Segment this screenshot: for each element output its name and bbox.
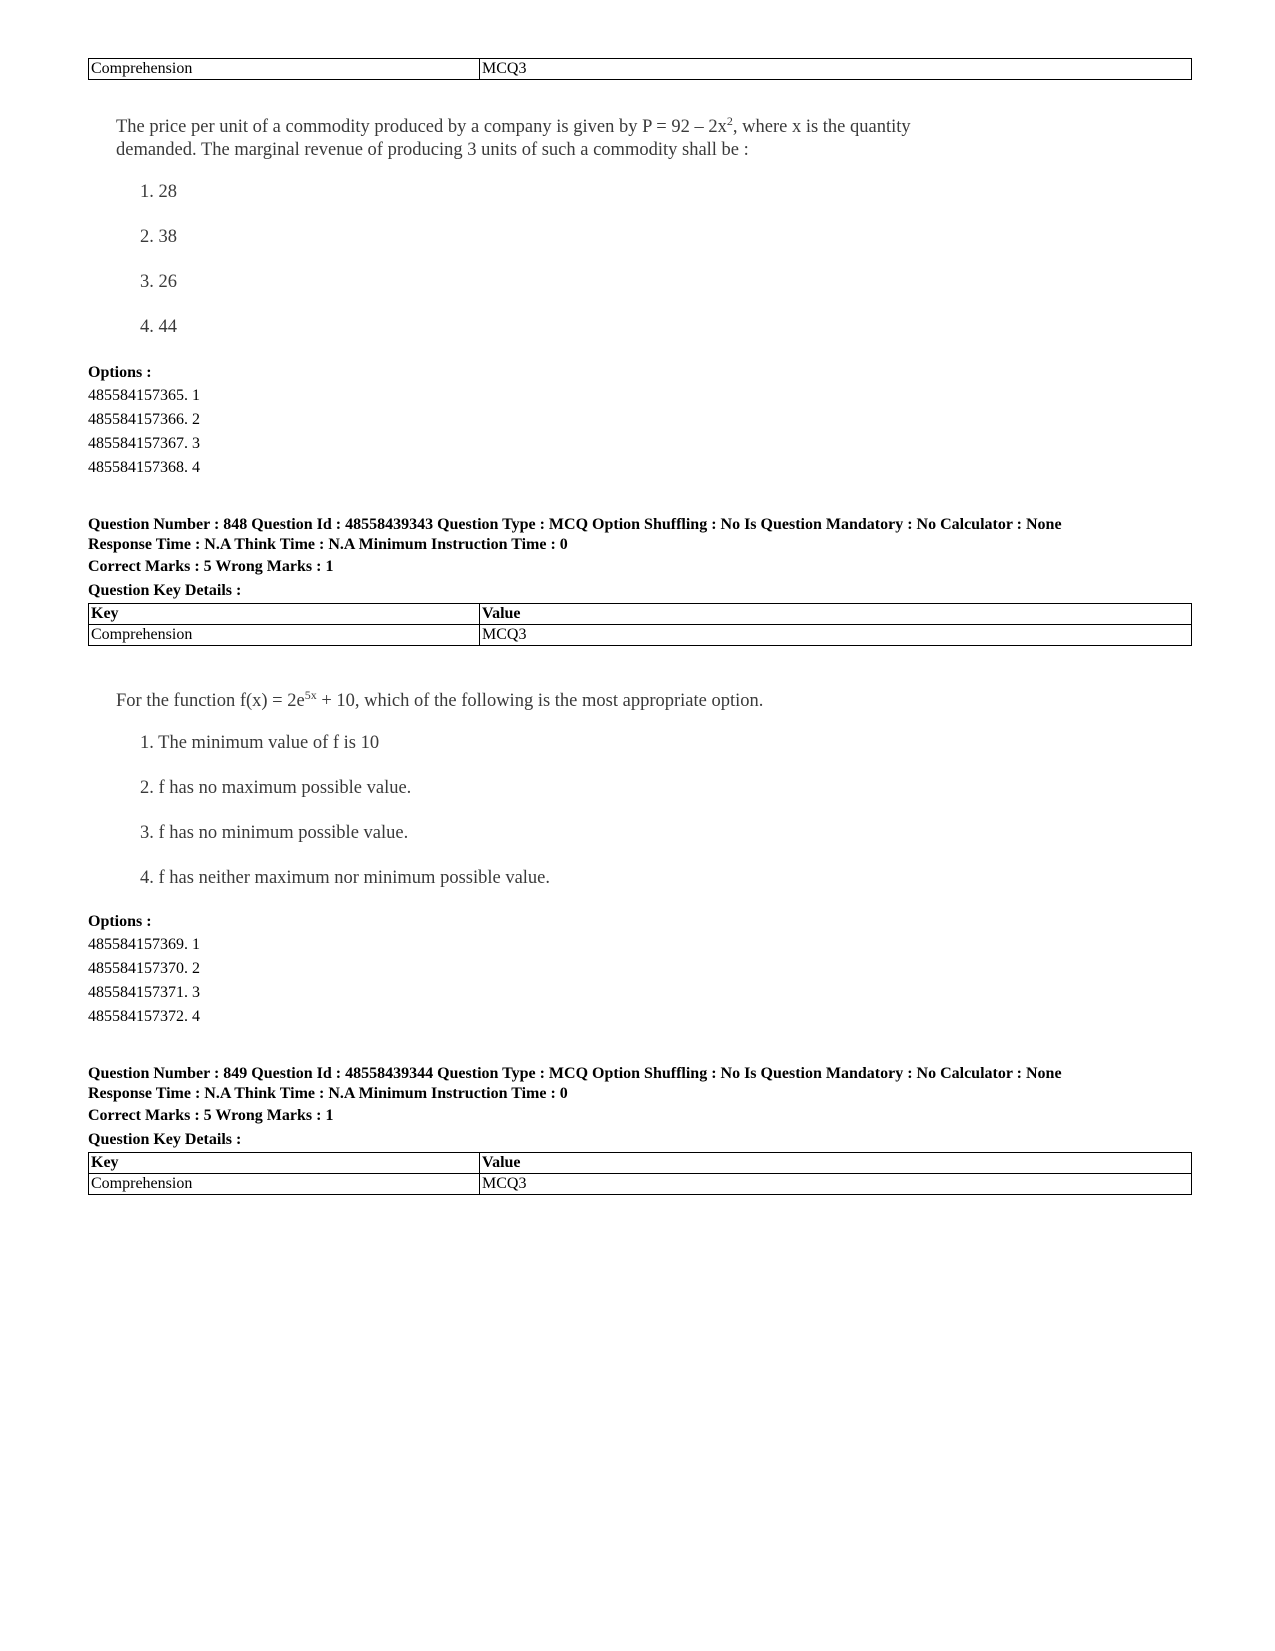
options-label: Options : <box>88 364 152 381</box>
option-item: 485584157367. 3 <box>88 435 200 452</box>
options-block <box>88 911 200 1029</box>
choice: 1. The minimum value of f is 10 <box>140 733 380 754</box>
option-item: 485584157370. 2 <box>88 960 200 977</box>
question-header-timing: Response Time : N.A Think Time : N.A Minimum Instruction Time : 0 <box>88 536 568 553</box>
value-cell: MCQ3 <box>480 625 1192 646</box>
choice: 1. 28 <box>140 182 177 203</box>
key-cell: Comprehension <box>89 1174 480 1195</box>
table-header-row <box>89 1153 1192 1174</box>
marks-line: Correct Marks : 5 Wrong Marks : 1 <box>88 558 334 575</box>
question-header-timing: Response Time : N.A Think Time : N.A Minimum Instruction Time : 0 <box>88 1085 568 1102</box>
question-choices <box>88 180 1088 339</box>
question-choices <box>88 731 1088 890</box>
option-item: 485584157372. 4 <box>88 1008 200 1025</box>
option-item: 485584157369. 1 <box>88 936 200 953</box>
choice: 2. f has no maximum possible value. <box>140 778 412 799</box>
question-text: The price per unit of a commodity produced by a company is given by $P = 92 - 2x^2$, where x is the quantity demanded. The marginal revenue of producing 3 units of such a commodity shall be : <box>116 114 911 161</box>
key-header: Key <box>89 1153 480 1174</box>
options-block <box>88 362 200 480</box>
options-label: Options : <box>88 913 152 930</box>
choice: 3. 26 <box>140 272 177 293</box>
option-item: 485584157365. 1 <box>88 387 200 404</box>
choice: 4. 44 <box>140 317 177 338</box>
table-row <box>89 1174 1192 1195</box>
key-header: Key <box>89 604 480 625</box>
question-header: Question Number : 849 Question Id : 48558439344 Question Type : MCQ Option Shuffling : No Is Question Mandatory : No Calculator : None <box>88 1065 1062 1082</box>
question-key-table <box>88 1152 1192 1195</box>
question-key-table <box>88 58 1192 80</box>
key-cell: Comprehension <box>89 625 480 646</box>
value-header: Value <box>480 604 1192 625</box>
value-cell: MCQ3 <box>480 1174 1192 1195</box>
question-header: Question Number : 848 Question Id : 48558439343 Question Type : MCQ Option Shuffling : No Is Question Mandatory : No Calculator : None <box>88 516 1062 533</box>
key-cell: Comprehension <box>89 59 480 80</box>
question-848 <box>88 515 1192 646</box>
question-key-table <box>88 603 1192 646</box>
value-header: Value <box>480 1153 1192 1174</box>
key-details-label: Question Key Details : <box>88 582 242 599</box>
choice: 3. f has no minimum possible value. <box>140 823 409 844</box>
question-image <box>88 110 1088 339</box>
question-image <box>88 684 1088 890</box>
value-cell: MCQ3 <box>480 59 1192 80</box>
key-details-label: Question Key Details : <box>88 1131 242 1148</box>
option-item: 485584157371. 3 <box>88 984 200 1001</box>
choice: 4. f has neither maximum nor minimum possible value. <box>140 868 551 889</box>
table-row <box>89 625 1192 646</box>
marks-line: Correct Marks : 5 Wrong Marks : 1 <box>88 1107 334 1124</box>
option-item: 485584157366. 2 <box>88 411 200 428</box>
question-text: For the function $f(x) = 2e^{5x} + 10$, which of the following is the most appropriate option. <box>116 688 764 712</box>
question-849 <box>88 1064 1192 1195</box>
table-row <box>89 59 1192 80</box>
table-header-row <box>89 604 1192 625</box>
choice: 2. 38 <box>140 227 177 248</box>
option-item: 485584157368. 4 <box>88 459 200 476</box>
